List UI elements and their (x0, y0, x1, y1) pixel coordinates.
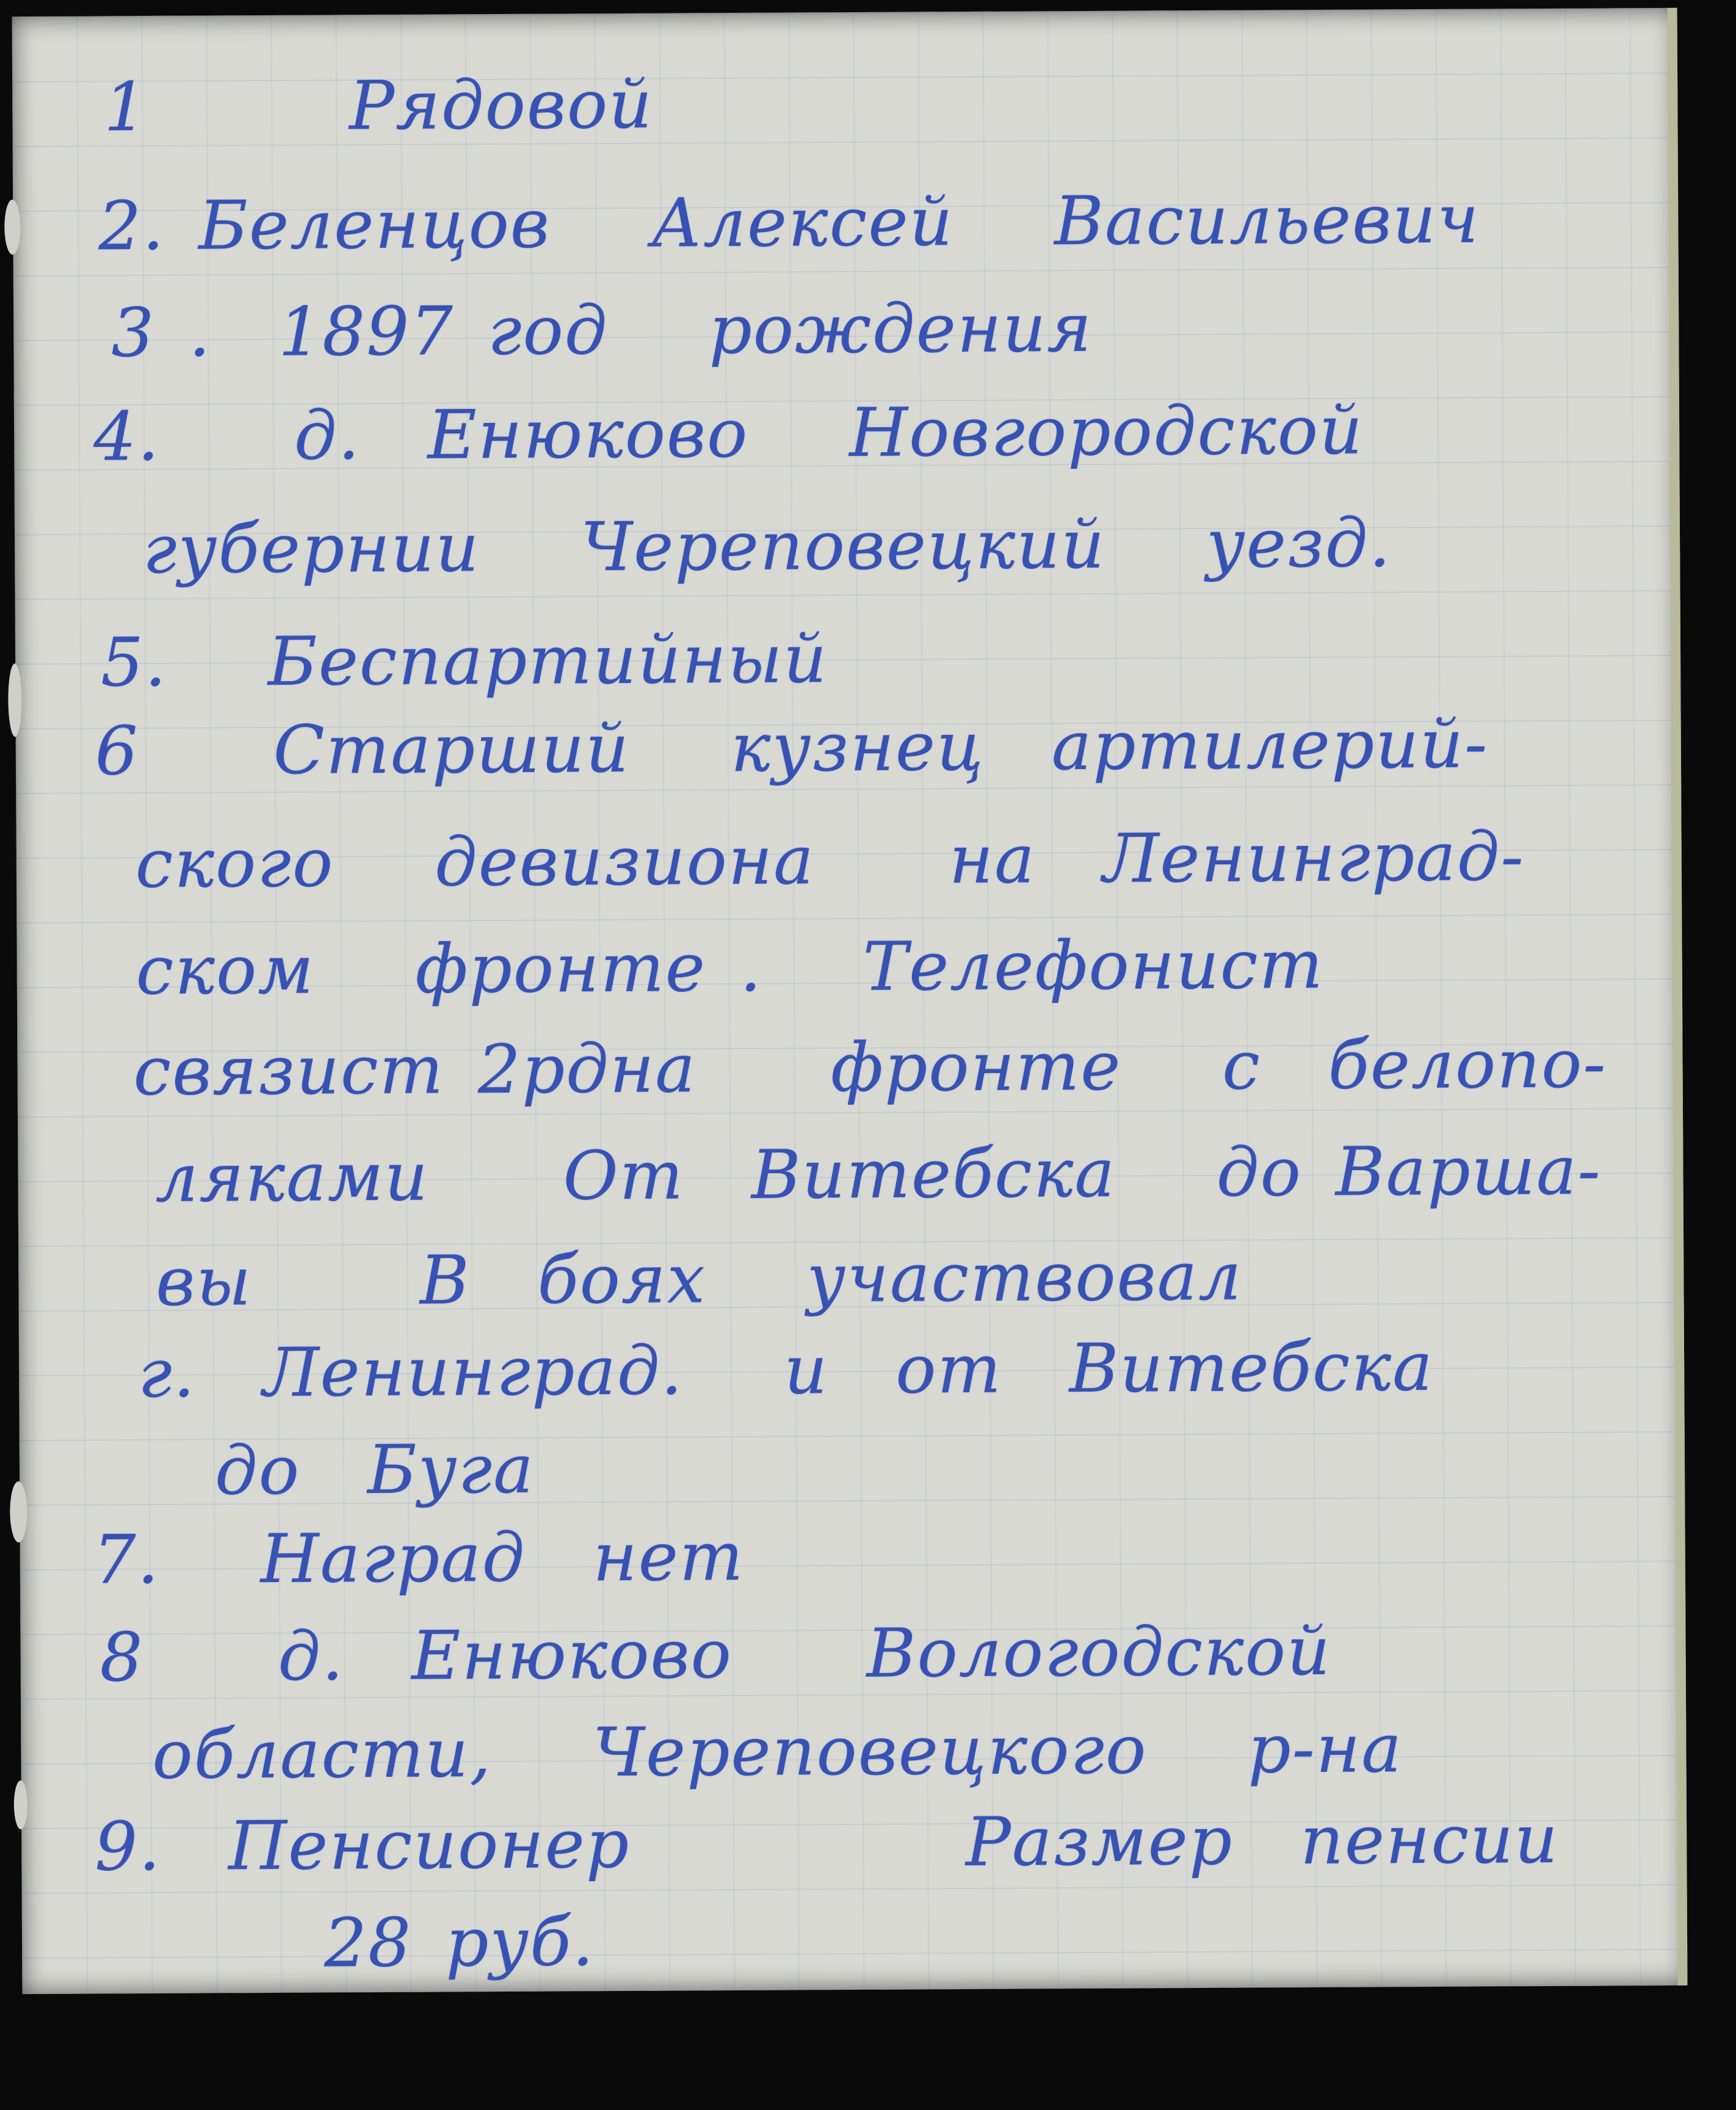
handwritten-line-6-service: 6 Старший кузнец артилерий- (95, 704, 1489, 790)
notebook-page (12, 8, 1688, 1994)
handwritten-line-7-awards: 7. Наград нет (93, 1517, 745, 1599)
handwritten-line-battles-cont: до Буга (214, 1429, 535, 1510)
handwritten-line-8-residence-cont: области, Череповецкого р-на (152, 1709, 1403, 1794)
handwritten-line-2-name: 2. Беленцов Алексей Васильевич (98, 179, 1480, 266)
handwritten-line-6-service-cont-4: ляками От Витебска до Варша- (155, 1131, 1602, 1217)
torn-edge-fragment (10, 1481, 27, 1542)
page-edge-sliver (1667, 8, 1687, 1985)
torn-edge-fragment (14, 1780, 27, 1829)
torn-edge-fragment (4, 200, 20, 255)
handwritten-line-6-service-cont-3: связист 2рдна фронте с белопо- (133, 1024, 1607, 1111)
handwritten-line-8-residence: 8 д. Енюково Вологодской (99, 1611, 1332, 1697)
handwritten-line-6-service-cont-1: ского девизиона на Ленинград- (135, 817, 1525, 903)
handwritten-line-5-party: 5. Беспартийный (100, 620, 828, 702)
torn-edge-fragment (8, 663, 22, 737)
handwritten-line-4-birthplace: 4. д. Енюково Новгородской (93, 391, 1364, 476)
handwritten-line-1-rank: 1 Рядовой (103, 65, 654, 146)
handwritten-line-3-birth-year: 3 . 1897 год рождения (110, 288, 1093, 372)
handwritten-line-6-service-cont-2: ском фронте . Телефонист (136, 925, 1325, 1010)
handwritten-line-6-service-cont-5: вы В боях участвовал (156, 1237, 1243, 1321)
handwritten-line-4-birthplace-cont: губернии Череповецкий уезд. (142, 504, 1392, 589)
handwritten-line-battles: г. Ленинград. и от Витебска (137, 1327, 1434, 1413)
handwritten-line-9-pension-amount: 28 руб. (324, 1902, 595, 1982)
handwritten-line-9-pension: 9. Пенсионер Размер пенсии (94, 1799, 1560, 1886)
